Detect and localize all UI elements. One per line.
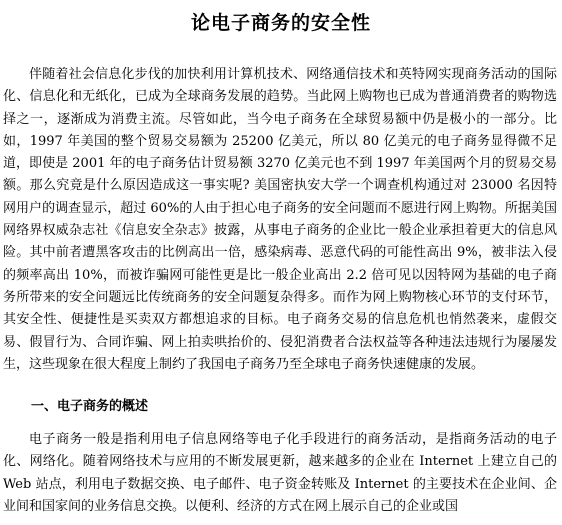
intro-paragraph: 伴随着社会信息化步伐的加快利用计算机技术、网络通信技术和英特网实现商务活动的国际化、信息化和无纸化，已成为全球商务发展的趋势。当此网上购物也已成为普通消费者的购物选择之一，逐渐成为消费主流。尽管如此，当今电子商务在全球贸易额中仍是极小的一部分。比如，1997 年美国的整个贸易交易额为 25200 亿美元，所以 80 亿美元的电子商务显得微不足道，即使是 2001 年的电子商务估计贸易额 3270 亿美元也不到 1997 年美国两个月的贸易交易额。那么究竟是什么原因造成这一事实呢? 美国密执安大学一个调查机构通过对 23000 名因特网用户的调查显示，超过 60%的人由于担心电子商务的安全问题而不愿进行网上购物。所据美国网络界权威杂志社《信息安全杂志》披露，从事电子商务的企业比一般企业承担着更大的信息风险。其中前者遭黑客攻击的比例高出一倍，感染病毒、恶意代码的可能性高出 9%，被非法入侵的频率高出 10%，而被诈骗网可能性更是比一般企业高出 2.2 倍可见以因特网为基础的电子商务所带来的安全问题远比传统商务的安全问题复杂得多。而作为网上购物核心环节的支付环节，其安全性、便捷性是买卖双方都想追求的目标。电子商务交易的信息危机也悄然袭来，虚假交易、假冒行为、合同诈骗、网上拍卖哄抬价的、侵犯消费者合法权益等各种违法违规行为屡屡发生，这些现象在很大程度上制约了我国电子商务乃至全球电子商务快速健康的发展。 (3, 67, 557, 372)
section-heading: 一、电子商务的概述 (31, 399, 149, 414)
document-title: 论电子商务的安全性 (190, 12, 371, 34)
section-paragraph: 电子商务一般是指利用电子信息网络等电子化手段进行的商务活动，是指商务活动的电子化、网络化。随着网络技术与应用的不断发展更新，越来越多的企业在 Internet 上建立自己的 Web 站点，利用电子数据交换、电子邮件、电子资金转账及 Internet 的主要技术在企业间、企业间和国家间的业务信息交换。以便利、经济的方式在网上展示自己的企业或国 (3, 432, 557, 514)
